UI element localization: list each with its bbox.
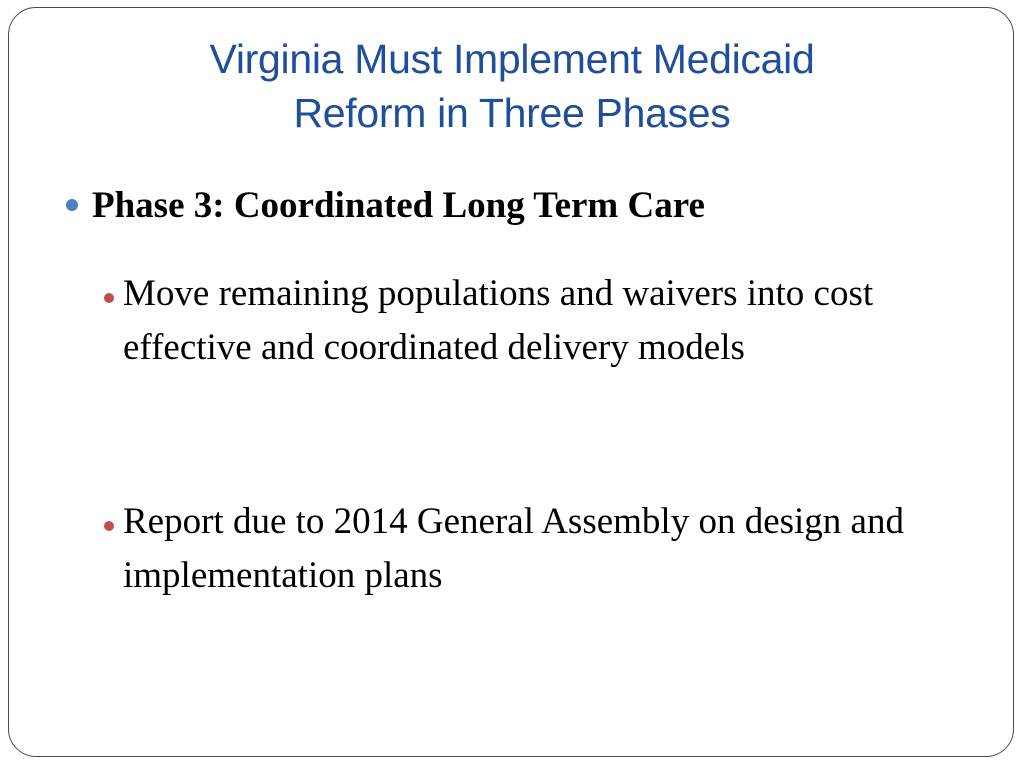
main-bullet <box>66 178 705 234</box>
sub-bullet-text: Move remaining populations and waivers into cost effective and coordinated delivery models <box>123 273 874 368</box>
main-bullet-text: Phase 3: Coordinated Long Term Care <box>92 185 705 226</box>
sub-bullet-text: Report due to 2014 General Assembly on design and implementation plans <box>123 501 904 596</box>
slide-title <box>0 32 1024 140</box>
bullet-dot-icon <box>104 293 114 303</box>
slide-title-line-1: Virginia Must Implement Medicaid <box>209 36 815 82</box>
sub-bullet <box>104 267 984 375</box>
bullet-dot-icon <box>66 199 78 211</box>
bullet-dot-icon <box>104 521 114 531</box>
sub-bullet <box>104 495 984 603</box>
slide-title-line-2: Reform in Three Phases <box>293 90 731 136</box>
